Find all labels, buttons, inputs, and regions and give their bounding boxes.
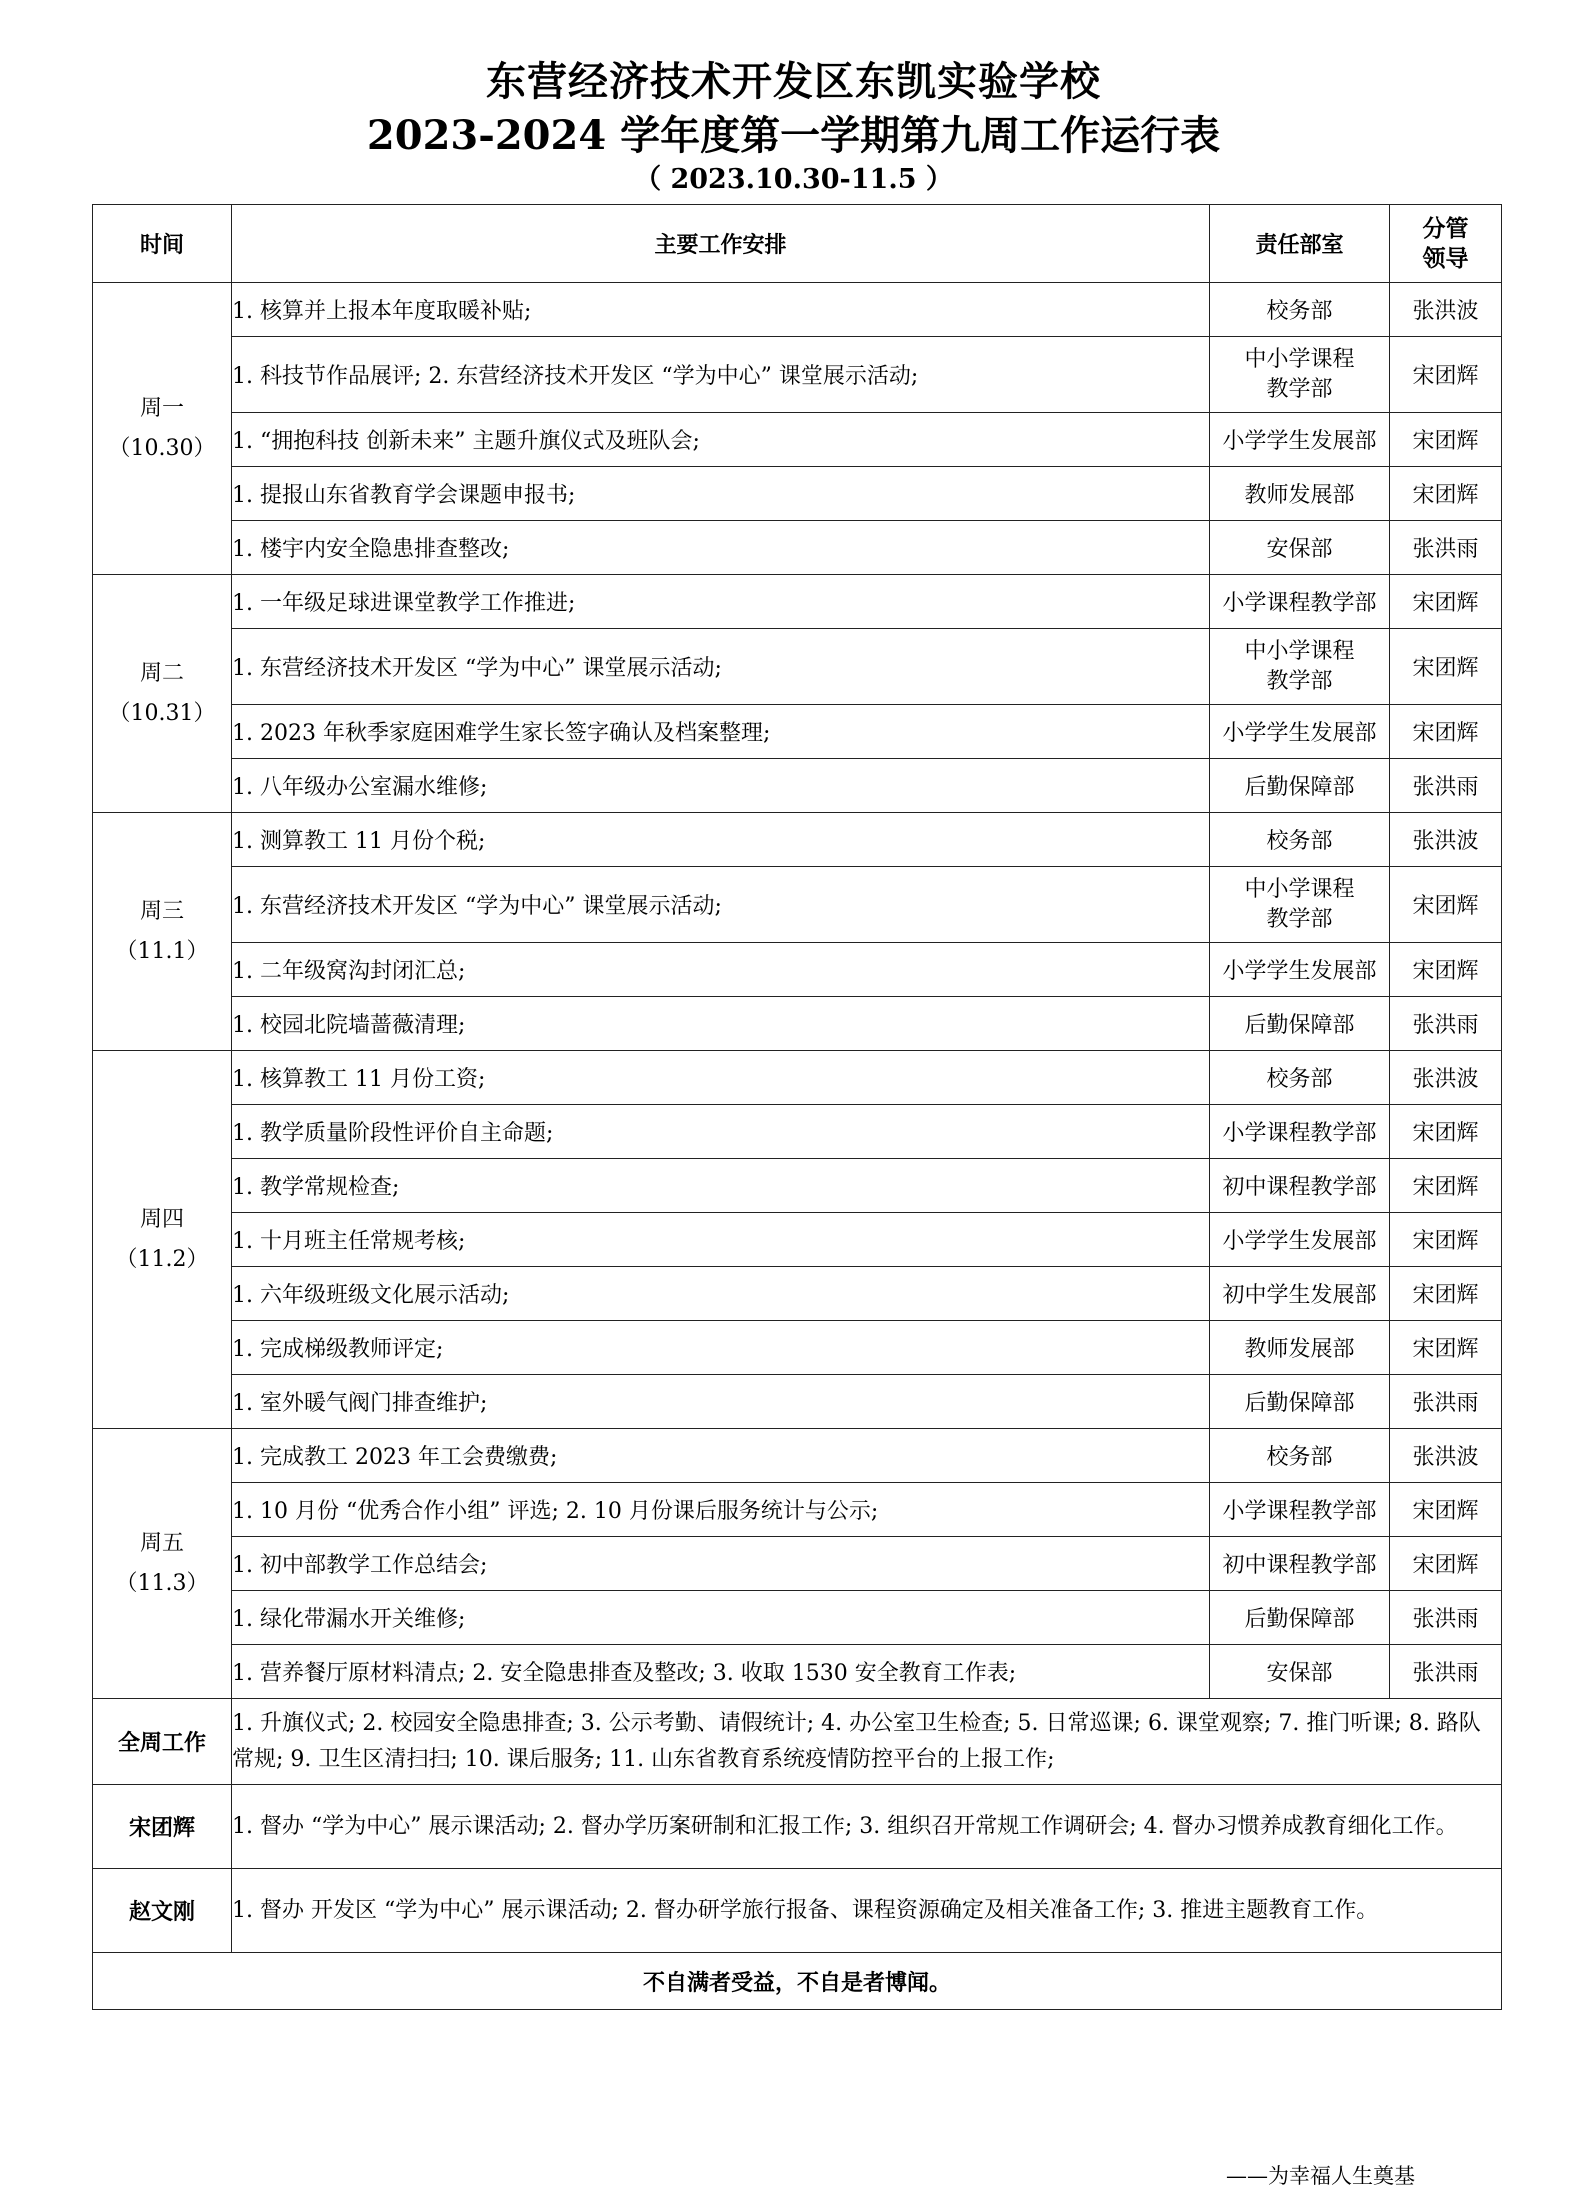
- task-cell: 1. 测算教工 11 月份个税;: [232, 813, 1210, 867]
- leader-cell: 宋团辉: [1390, 629, 1502, 705]
- table-row: [93, 337, 1502, 413]
- dept-cell: 后勤保障部: [1210, 1591, 1390, 1645]
- dept-cell: 后勤保障部: [1210, 1375, 1390, 1429]
- task-cell: 1. 室外暖气阀门排查维护;: [232, 1375, 1210, 1429]
- task-cell: 1. 十月班主任常规考核;: [232, 1213, 1210, 1267]
- dept-cell: 初中学生发展部: [1210, 1267, 1390, 1321]
- header-row: [93, 205, 1502, 283]
- schedule-title: 2023-2024 学年度第一学期第九周工作运行表: [366, 112, 1221, 159]
- day-date: （10.31）: [108, 700, 216, 726]
- table-row: [93, 1537, 1502, 1591]
- leader-cell: 张洪波: [1390, 1429, 1502, 1483]
- task-cell: 1. 校园北院墙蔷薇清理;: [232, 997, 1210, 1051]
- table-row: [93, 1429, 1502, 1483]
- leader-cell: 张洪波: [1390, 1051, 1502, 1105]
- dept-cell: 校务部: [1210, 1429, 1390, 1483]
- column-header-leader: [1390, 205, 1502, 283]
- leader-cell: 宋团辉: [1390, 943, 1502, 997]
- task-cell: 1. 10 月份 “优秀合作小组” 评选; 2. 10 月份课后服务统计与公示;: [232, 1483, 1210, 1537]
- table-row: [93, 1105, 1502, 1159]
- table-row: [93, 1159, 1502, 1213]
- table-row: [93, 997, 1502, 1051]
- leader-cell: 宋团辉: [1390, 1159, 1502, 1213]
- week-work-text: 1. 升旗仪式; 2. 校园安全隐患排查; 3. 公示考勤、请假统计; 4. 办公室卫生检查; 5. 日常巡课; 6. 课堂观察; 7. 推门听课; 8. 路队常规; 9. 卫生区清扫扫; 10. 课后服务; 11. 山东省教育系统疫情防控平台的上报工作;: [232, 1699, 1502, 1785]
- dept-cell: 初中课程教学部: [1210, 1159, 1390, 1213]
- day-date: （11.3）: [115, 1570, 209, 1596]
- week-work-label: 全周工作: [93, 1699, 232, 1785]
- dept-cell: 中小学课程 教学部: [1210, 629, 1390, 705]
- leader-cell: 宋团辉: [1390, 467, 1502, 521]
- table-row: [93, 1213, 1502, 1267]
- task-cell: 1. 完成梯级教师评定;: [232, 1321, 1210, 1375]
- day-name: 周二: [139, 660, 184, 686]
- task-cell: 1. 楼宇内安全隐患排查整改;: [232, 521, 1210, 575]
- table-row: [93, 1375, 1502, 1429]
- table-row: [93, 813, 1502, 867]
- task-cell: 1. 提报山东省教育学会课题申报书;: [232, 467, 1210, 521]
- day-name: 周一: [139, 395, 184, 421]
- column-header-work: 主要工作安排: [232, 205, 1210, 283]
- leader-name: 宋团辉: [93, 1785, 232, 1869]
- task-cell: 1. 东营经济技术开发区 “学为中心” 课堂展示活动;: [232, 867, 1210, 943]
- task-cell: 1. 2023 年秋季家庭困难学生家长签字确认及档案整理;: [232, 705, 1210, 759]
- leader-cell: 宋团辉: [1390, 337, 1502, 413]
- dept-cell: 后勤保障部: [1210, 759, 1390, 813]
- task-cell: 1. 科技节作品展评; 2. 东营经济技术开发区 “学为中心” 课堂展示活动;: [232, 337, 1210, 413]
- table-row: [93, 467, 1502, 521]
- leader-cell: 宋团辉: [1390, 1537, 1502, 1591]
- dept-cell: 小学学生发展部: [1210, 705, 1390, 759]
- table-row: [93, 1483, 1502, 1537]
- task-cell: 1. 二年级窝沟封闭汇总;: [232, 943, 1210, 997]
- task-cell: 1. 核算并上报本年度取暖补贴;: [232, 283, 1210, 337]
- dept-cell: 小学学生发展部: [1210, 943, 1390, 997]
- dept-cell: 安保部: [1210, 1645, 1390, 1699]
- school-title: 东营经济技术开发区东凯实验学校: [486, 58, 1101, 105]
- task-cell: 1. 完成教工 2023 年工会费缴费;: [232, 1429, 1210, 1483]
- dept-cell: 安保部: [1210, 521, 1390, 575]
- task-cell: 1. 八年级办公室漏水维修;: [232, 759, 1210, 813]
- dept-cell: 校务部: [1210, 813, 1390, 867]
- task-cell: 1. 营养餐厅原材料清点; 2. 安全隐患排查及整改; 3. 收取 1530 安全教育工作表;: [232, 1645, 1210, 1699]
- day-date: （11.1）: [115, 938, 209, 964]
- dept-cell: 教师发展部: [1210, 467, 1390, 521]
- leader-cell: 宋团辉: [1390, 413, 1502, 467]
- day-name: 周四: [139, 1206, 184, 1232]
- task-cell: 1. “拥抱科技 创新未来” 主题升旗仪式及班队会;: [232, 413, 1210, 467]
- leader-cell: 宋团辉: [1390, 1105, 1502, 1159]
- table-row: [93, 1591, 1502, 1645]
- dept-cell: 小学学生发展部: [1210, 1213, 1390, 1267]
- leader-cell: 张洪雨: [1390, 1375, 1502, 1429]
- leader-cell: 宋团辉: [1390, 1483, 1502, 1537]
- schedule-table: [92, 204, 1502, 2010]
- task-cell: 1. 教学常规检查;: [232, 1159, 1210, 1213]
- leader-task-row: [93, 1785, 1502, 1869]
- leader-task-row: [93, 1869, 1502, 1953]
- leader-cell: 宋团辉: [1390, 705, 1502, 759]
- day-date: （11.2）: [115, 1246, 209, 1272]
- motto-text: 不自满者受益，不自是者博闻。: [93, 1953, 1502, 2010]
- leader-cell: 宋团辉: [1390, 867, 1502, 943]
- task-cell: 1. 东营经济技术开发区 “学为中心” 课堂展示活动;: [232, 629, 1210, 705]
- table-row: [93, 629, 1502, 705]
- leader-name: 赵文刚: [93, 1869, 232, 1953]
- leader-cell: 宋团辉: [1390, 1213, 1502, 1267]
- table-row: [93, 283, 1502, 337]
- leader-cell: 宋团辉: [1390, 1321, 1502, 1375]
- dept-cell: 校务部: [1210, 1051, 1390, 1105]
- leader-cell: 宋团辉: [1390, 575, 1502, 629]
- task-cell: 1. 教学质量阶段性评价自主命题;: [232, 1105, 1210, 1159]
- week-work-row: [93, 1699, 1502, 1785]
- task-cell: 1. 六年级班级文化展示活动;: [232, 1267, 1210, 1321]
- dept-cell: 小学学生发展部: [1210, 413, 1390, 467]
- leader-cell: 张洪波: [1390, 283, 1502, 337]
- table-row: [93, 867, 1502, 943]
- table-row: [93, 1051, 1502, 1105]
- column-header-time: 时间: [93, 205, 232, 283]
- table-row: [93, 575, 1502, 629]
- day-cell: [93, 283, 232, 575]
- table-row: [93, 1267, 1502, 1321]
- table-row: [93, 521, 1502, 575]
- leader-task-text: 1. 督办 “学为中心” 展示课活动; 2. 督办学历案研制和汇报工作; 3. 组织召开常规工作调研会; 4. 督办习惯养成教育细化工作。: [232, 1785, 1502, 1869]
- leader-cell: 张洪雨: [1390, 759, 1502, 813]
- dept-cell: 初中课程教学部: [1210, 1537, 1390, 1591]
- day-name: 周三: [139, 898, 184, 924]
- leader-cell: 张洪波: [1390, 813, 1502, 867]
- leader-cell: 张洪雨: [1390, 997, 1502, 1051]
- leader-cell: 张洪雨: [1390, 521, 1502, 575]
- table-row: [93, 413, 1502, 467]
- dept-cell: 校务部: [1210, 283, 1390, 337]
- leader-cell: 张洪雨: [1390, 1645, 1502, 1699]
- dept-cell: 小学课程教学部: [1210, 1483, 1390, 1537]
- task-cell: 1. 核算教工 11 月份工资;: [232, 1051, 1210, 1105]
- day-cell: [93, 1429, 232, 1699]
- day-cell: [93, 1051, 232, 1429]
- footer-slogan: ——为幸福人生奠基: [1226, 2164, 1415, 2188]
- table-row: [93, 705, 1502, 759]
- task-cell: 1. 初中部教学工作总结会;: [232, 1537, 1210, 1591]
- dept-cell: 教师发展部: [1210, 1321, 1390, 1375]
- task-cell: 1. 一年级足球进课堂教学工作推进;: [232, 575, 1210, 629]
- table-row: [93, 943, 1502, 997]
- date-range: （ 2023.10.30-11.5 ）: [634, 164, 953, 195]
- column-header-dept: 责任部室: [1210, 205, 1390, 283]
- task-cell: 1. 绿化带漏水开关维修;: [232, 1591, 1210, 1645]
- day-cell: [93, 813, 232, 1051]
- day-date: （10.30）: [108, 435, 216, 461]
- dept-cell: 后勤保障部: [1210, 997, 1390, 1051]
- motto-row: [93, 1953, 1502, 2010]
- column-header-leader-line2: 领导: [1422, 244, 1469, 272]
- dept-cell: 小学课程教学部: [1210, 1105, 1390, 1159]
- leader-cell: 宋团辉: [1390, 1267, 1502, 1321]
- table-row: [93, 1321, 1502, 1375]
- table-row: [93, 1645, 1502, 1699]
- table-row: [93, 759, 1502, 813]
- dept-cell: 中小学课程 教学部: [1210, 867, 1390, 943]
- leader-cell: 张洪雨: [1390, 1591, 1502, 1645]
- day-name: 周五: [139, 1530, 184, 1556]
- dept-cell: 小学课程教学部: [1210, 575, 1390, 629]
- day-cell: [93, 575, 232, 813]
- leader-task-text: 1. 督办 开发区 “学为中心” 展示课活动; 2. 督办研学旅行报备、课程资源确定及相关准备工作; 3. 推进主题教育工作。: [232, 1869, 1502, 1953]
- column-header-leader-line1: 分管: [1422, 214, 1469, 242]
- dept-cell: 中小学课程 教学部: [1210, 337, 1390, 413]
